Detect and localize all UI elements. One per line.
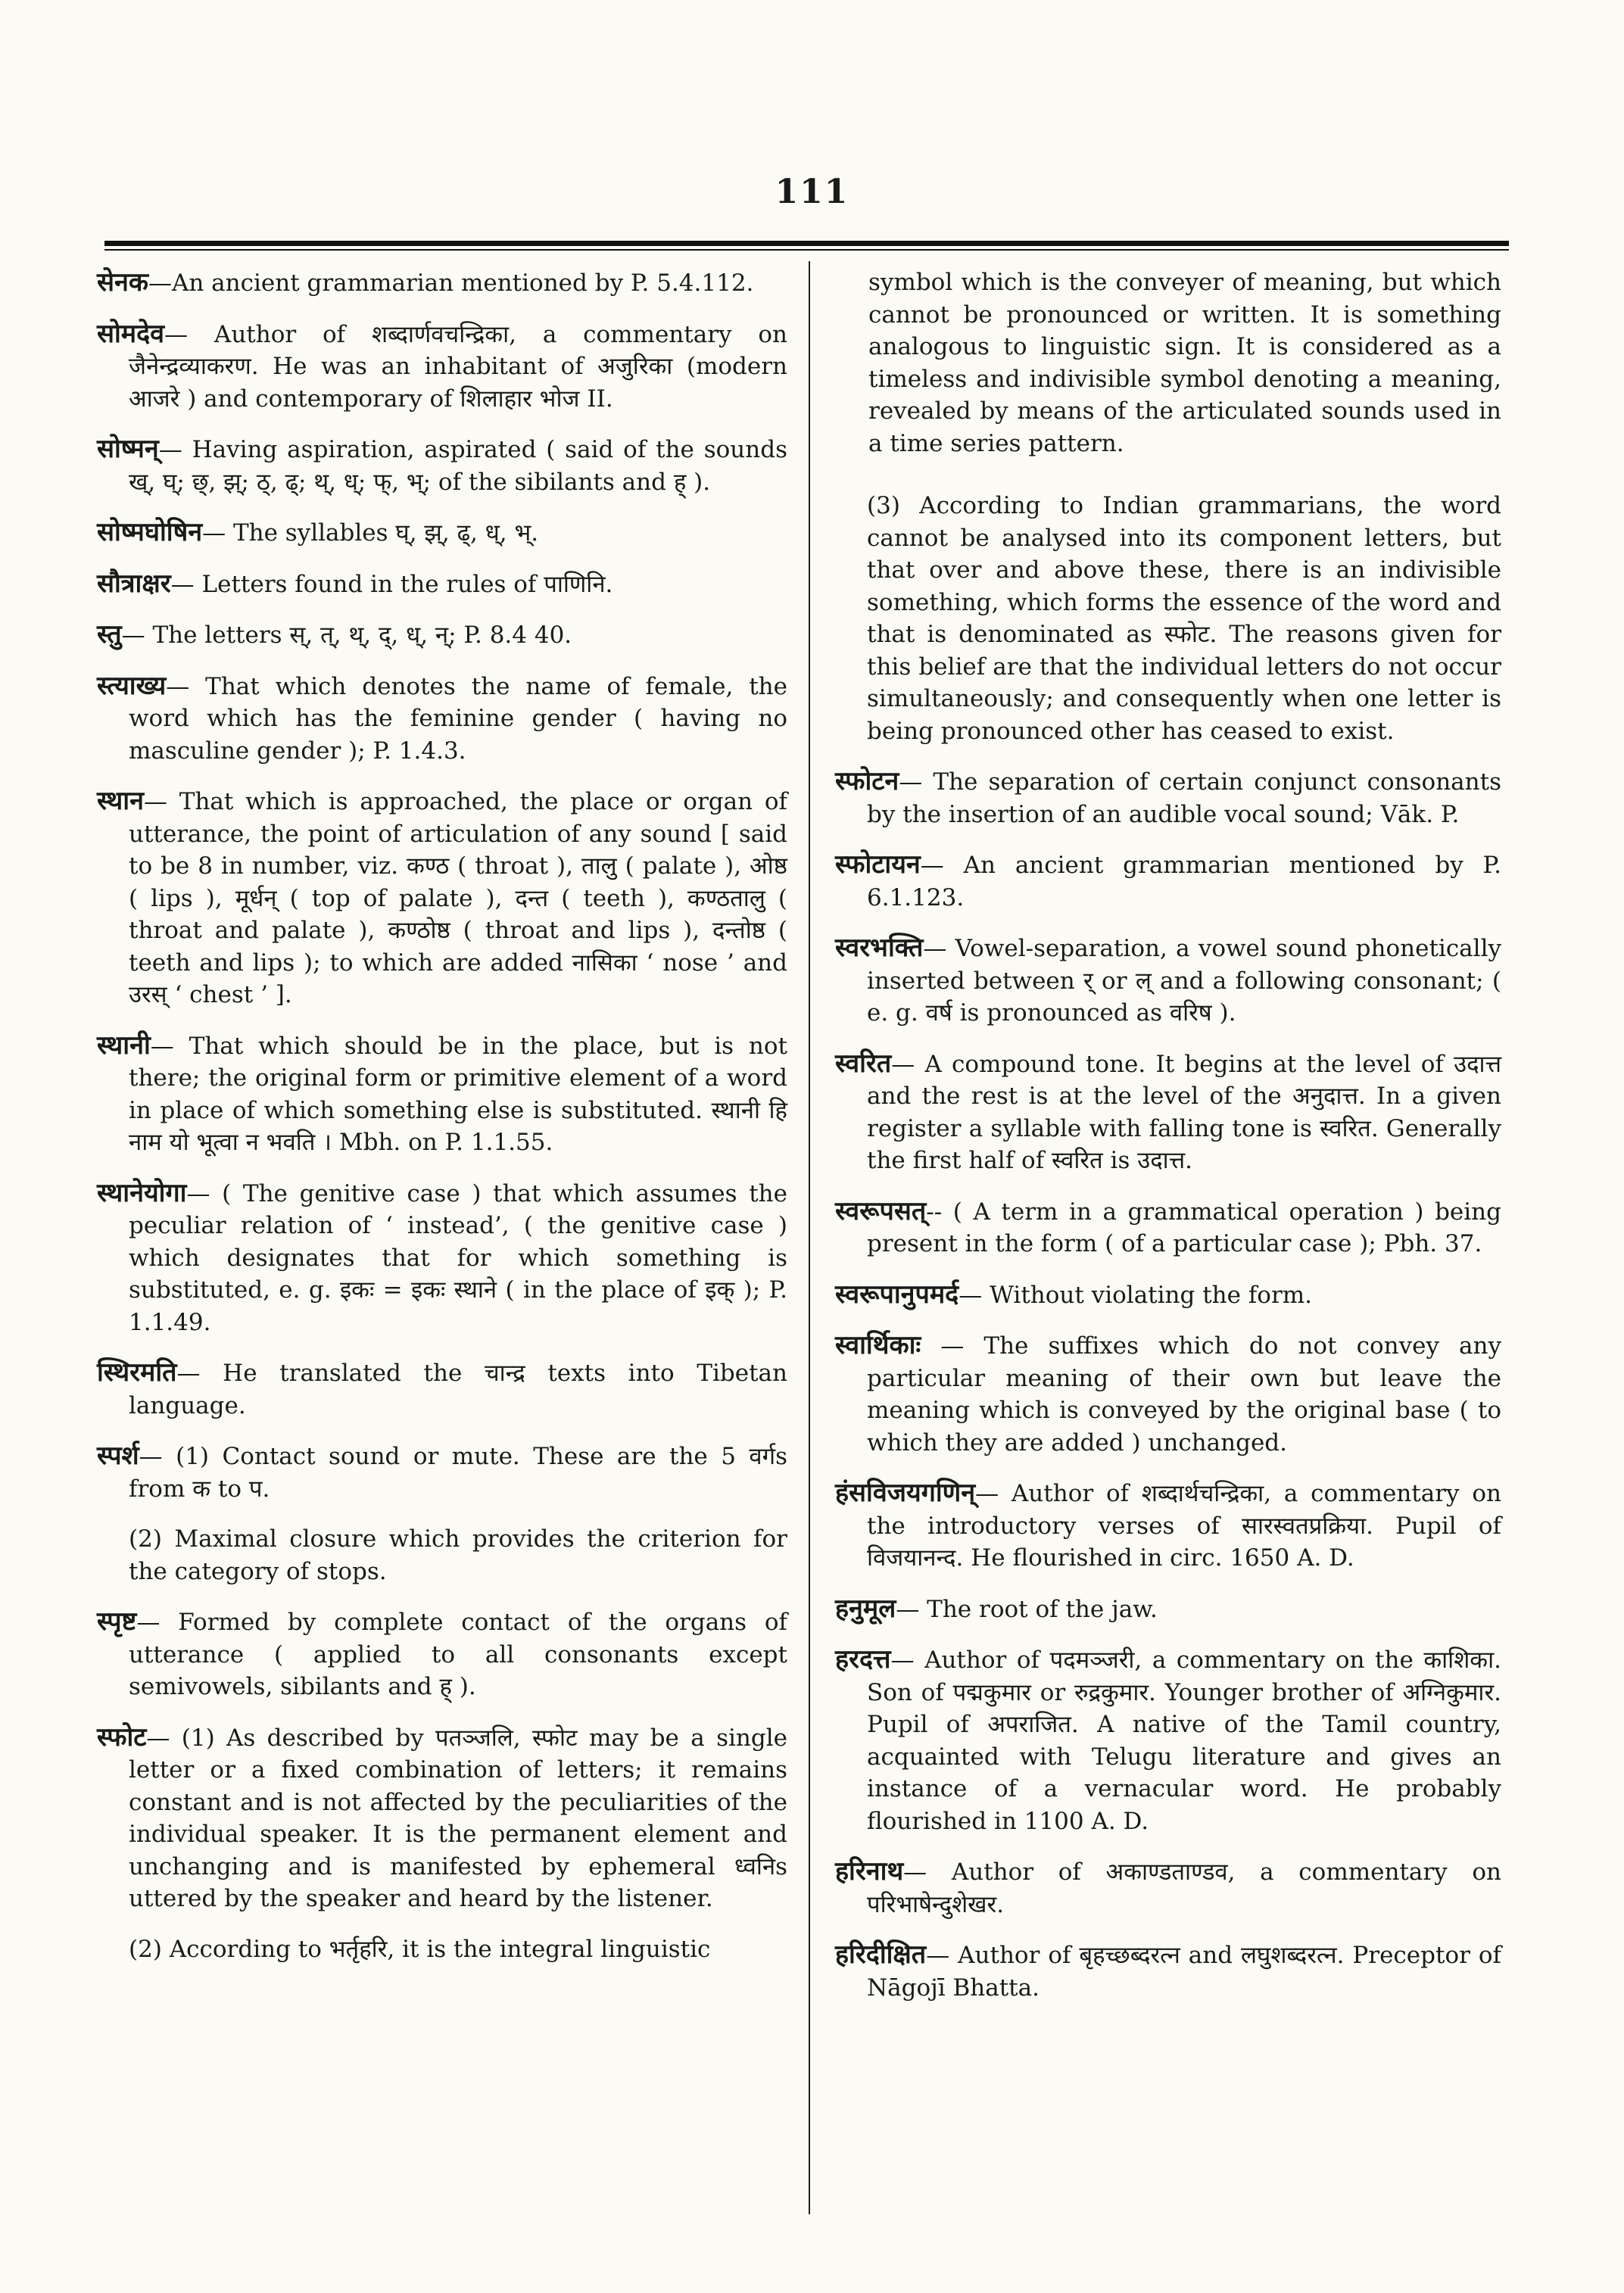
entry-text: — That which should be in the place, but is not there; the original form or primitive element of a word in place of which something else is substituted. स्थानी हि नाम यो भूत्वा न भवति । Mbh. on P. 1.1.55.: [129, 1032, 787, 1156]
entry-headword: स्तु: [97, 619, 122, 650]
entry-paragraph: [97, 1933, 787, 1966]
dictionary-entry: [835, 1643, 1501, 1837]
entry-headword: सेनक: [97, 267, 148, 298]
entry-text: -- ( A term in a grammatical operation ) being present in the form ( of a particular case ); Pbh. 37.: [867, 1198, 1501, 1257]
entry-text: symbol which is the conveyer of meaning, but which cannot be pronounced or written. It is something analogous to linguistic sign. It is considered as a timeless and indivisible symbol denoting a meaning, revealed by means of the articulated sounds used in a time series pattern.: [868, 269, 1501, 457]
dictionary-entry: [97, 433, 787, 498]
entry-text: — The letters स्, त्, थ्, द्, ध्, न्; P. 8.4 40.: [121, 622, 572, 649]
dictionary-entry: [835, 849, 1501, 914]
entry-text: — That which is approached, the place or organ of utterance, the point of articulation of any sound [ said to be 8 in number, viz. कण्ठ ( throat ), तालु ( palate ), ओष्ठ ( lips ), मूर्धन् ( top of palate ), दन्त ( teeth ), कण्ठतालु ( throat and palate ), कण्ठोष्ठ ( throat and lips ), दन्तोष्ठ ( teeth and lips ); to which are added नासिका ‘ nose ’ and उरस् ‘ chest ’ ].: [129, 788, 787, 1008]
entry-headword: स्वरित: [835, 1048, 892, 1079]
entry-headword: सोमदेव: [97, 318, 165, 349]
dictionary-entry: [97, 785, 787, 1011]
entry-text: — A compound tone. It begins at the level of उदात्त and the rest is at the level of the अनुदात्त. In a given register a syllable with falling tone is स्वरित. Generally the first half of स्वरित is उदात्त.: [867, 1050, 1501, 1174]
page-number: 111: [775, 173, 849, 211]
dictionary-entry: [97, 318, 787, 416]
entry-headword: स्पृष्ट: [97, 1606, 137, 1637]
entry-headword: स्वरभक्ति: [835, 933, 924, 963]
entry-text: — Author of बृहच्छब्दरत्न and लघुशब्दरत्न. Preceptor of Nāgojī Bhatta.: [867, 1942, 1501, 2002]
entry-headword: स्पर्श: [97, 1441, 139, 1471]
entry-headword: स्थानेयोगा: [97, 1177, 187, 1208]
dictionary-entry: [835, 1855, 1501, 1921]
right-column: [835, 266, 1501, 2022]
entry-headword: स्वार्थिकाः: [835, 1330, 921, 1360]
entry-text: —An ancient grammarian mentioned by P. 5.4.112.: [148, 269, 754, 297]
entry-headword: स्फोटन: [835, 766, 899, 796]
entry-text: — That which denotes the name of female, the word which has the feminine gender ( having no masculine gender ); P. 1.4.3.: [129, 672, 787, 765]
column-divider: [809, 261, 810, 2214]
dictionary-entry: [97, 1721, 787, 1915]
entry-headword: स्वरूपानुपमर्द: [835, 1279, 959, 1310]
entry-headword: हंसविजयगणिन्: [835, 1478, 976, 1508]
entry-text: — Formed by complete contact of the organs of utterance ( applied to all consonants except semivowels, sibilants and ह् ).: [129, 1609, 787, 1700]
entry-headword: स्थिरमति: [97, 1357, 177, 1388]
dictionary-entry: [835, 1593, 1501, 1626]
dictionary-entry: [835, 1195, 1501, 1260]
entry-headword: स्त्याख्य: [97, 670, 167, 701]
entry-headword: हरदत्त: [835, 1644, 891, 1675]
dictionary-entry: [97, 1357, 787, 1422]
entry-paragraph: [835, 490, 1501, 747]
dictionary-entry: [97, 568, 787, 601]
dictionary-entry: [97, 266, 787, 300]
left-column: [97, 266, 787, 1983]
dictionary-entry: [97, 516, 787, 550]
dictionary-entry: [835, 765, 1501, 830]
header-rule: [104, 241, 1509, 251]
entry-text: — An ancient grammarian mentioned by P. 6.1.123.: [867, 852, 1501, 911]
dictionary-entry: [97, 1440, 787, 1505]
entry-text: — (1) As described by पतञ्जलि, स्फोट may be a single letter or a fixed combination of letters; it remains constant and is not affected by the peculiarities of the individual speaker. It is the permanent element and unchanging and is manifested by ephemeral ध्वनिs uttered by the speaker and heard by the listener.: [129, 1724, 787, 1912]
entry-text: — Author of शब्दार्थचन्द्रिका, a commentary on the introductory verses of सारस्वतप्रक्रिया. Pupil of विजयानन्द. He flourished in circ. 1650 A. D.: [867, 1480, 1501, 1572]
entry-paragraph: [97, 1523, 787, 1587]
dictionary-entry: [97, 1606, 787, 1703]
entry-headword: हरिनाथ: [835, 1856, 904, 1886]
entry-text: — The separation of certain conjunct consonants by the insertion of an audible vocal sound; Vāk. P.: [867, 768, 1501, 828]
dictionary-entry: [835, 1329, 1501, 1459]
entry-headword: स्थानी: [97, 1030, 151, 1061]
entry-text: (2) Maximal closure which provides the criterion for the category of stops.: [129, 1525, 787, 1585]
dictionary-entry: [97, 618, 787, 652]
entry-headword: हनुमूल: [835, 1593, 896, 1624]
entry-headword: स्वरूपसत्: [835, 1195, 927, 1226]
entry-headword: स्फोटायन: [835, 849, 921, 880]
entry-text: — Having aspiration, aspirated ( said of the sounds ख्, घ्; छ्, झ्; ठ्, ढ्; थ्, ध्; फ्, भ्; of the sibilants and ह् ).: [129, 436, 787, 496]
entry-headword: सोष्मघोषिन: [97, 517, 203, 547]
entry-paragraph: [835, 266, 1501, 460]
dictionary-entry: [835, 1477, 1501, 1575]
entry-text: — The syllables घ्, झ्, ढ्, ध्, भ्.: [202, 519, 539, 547]
dictionary-entry: [835, 1279, 1501, 1312]
entry-text: (2) According to भर्तृहरि, it is the integral linguistic: [129, 1935, 711, 1963]
entry-text: — Without violating the form.: [959, 1281, 1313, 1309]
entry-headword: हरिदीक्षित: [835, 1939, 927, 1970]
dictionary-entry: [97, 1177, 787, 1339]
entry-text: — Letters found in the rules of पाणिनि.: [170, 570, 613, 598]
entry-text: — Author of अकाण्डताण्डव, a commentary on परिभाषेन्दुशेखर.: [867, 1858, 1501, 1918]
entry-text: — ( The genitive case ) that which assumes the peculiar relation of ‘ instead’, ( the genitive case ) which designates that for which something is substituted, e. g. इकः = इकः स्थाने ( in the place of इक् ); P. 1.1.49.: [129, 1179, 787, 1336]
entry-text: (3) According to Indian grammarians, the word cannot be analysed into its component letters, but that over and above these, there is an indivisible something, which forms the essence of the word and that is denominated as स्फोट. The reasons given for this belief are that the individual letters do not occur simultaneously; and consequently when one letter is being pronounced other has ceased to exist.: [867, 492, 1501, 745]
entry-text: — Vowel-separation, a vowel sound phonetically inserted between र् or ल् and a following consonant; ( e. g. वर्ष is pronounced as वरिष ).: [867, 935, 1501, 1027]
entry-headword: सौत्राक्षर: [97, 568, 171, 599]
entry-text: — Author of शब्दार्णवचन्द्रिका, a commentary on जैनेन्द्रव्याकरण. He was an inhabitant of अजुरिका (modern आजरे ) and contemporary of शिलाहार भोज II.: [129, 320, 787, 413]
dictionary-entry: [835, 1048, 1501, 1177]
dictionary-entry: [835, 932, 1501, 1030]
entry-text: — Author of पदमञ्जरी, a commentary on the काशिका. Son of पद्मकुमार or रुद्रकुमार. Younger brother of अग्निकुमार. Pupil of अपराजित. A native of the Tamil country, acquainted with Telugu literature and gives an instance of a vernacular word. He probably flourished in 1100 A. D.: [867, 1647, 1501, 1835]
dictionary-entry: [97, 1030, 787, 1159]
entry-headword: स्थान: [97, 786, 144, 816]
entry-headword: स्फोट: [97, 1721, 147, 1752]
entry-text: — He translated the चान्द्र texts into Tibetan language.: [129, 1360, 787, 1419]
entry-text: — The root of the jaw.: [896, 1595, 1158, 1623]
entry-headword: सोष्मन्: [97, 434, 159, 464]
dictionary-entry: [97, 670, 787, 768]
entry-text: — The suffixes which do not convey any particular meaning of their own but leave the meaning which is conveyed by the original base ( to which they are added ) unchanged.: [867, 1332, 1501, 1456]
entry-text: — (1) Contact sound or mute. These are the 5 वर्गs from क to प.: [129, 1443, 787, 1503]
dictionary-entry: [835, 1939, 1501, 2004]
